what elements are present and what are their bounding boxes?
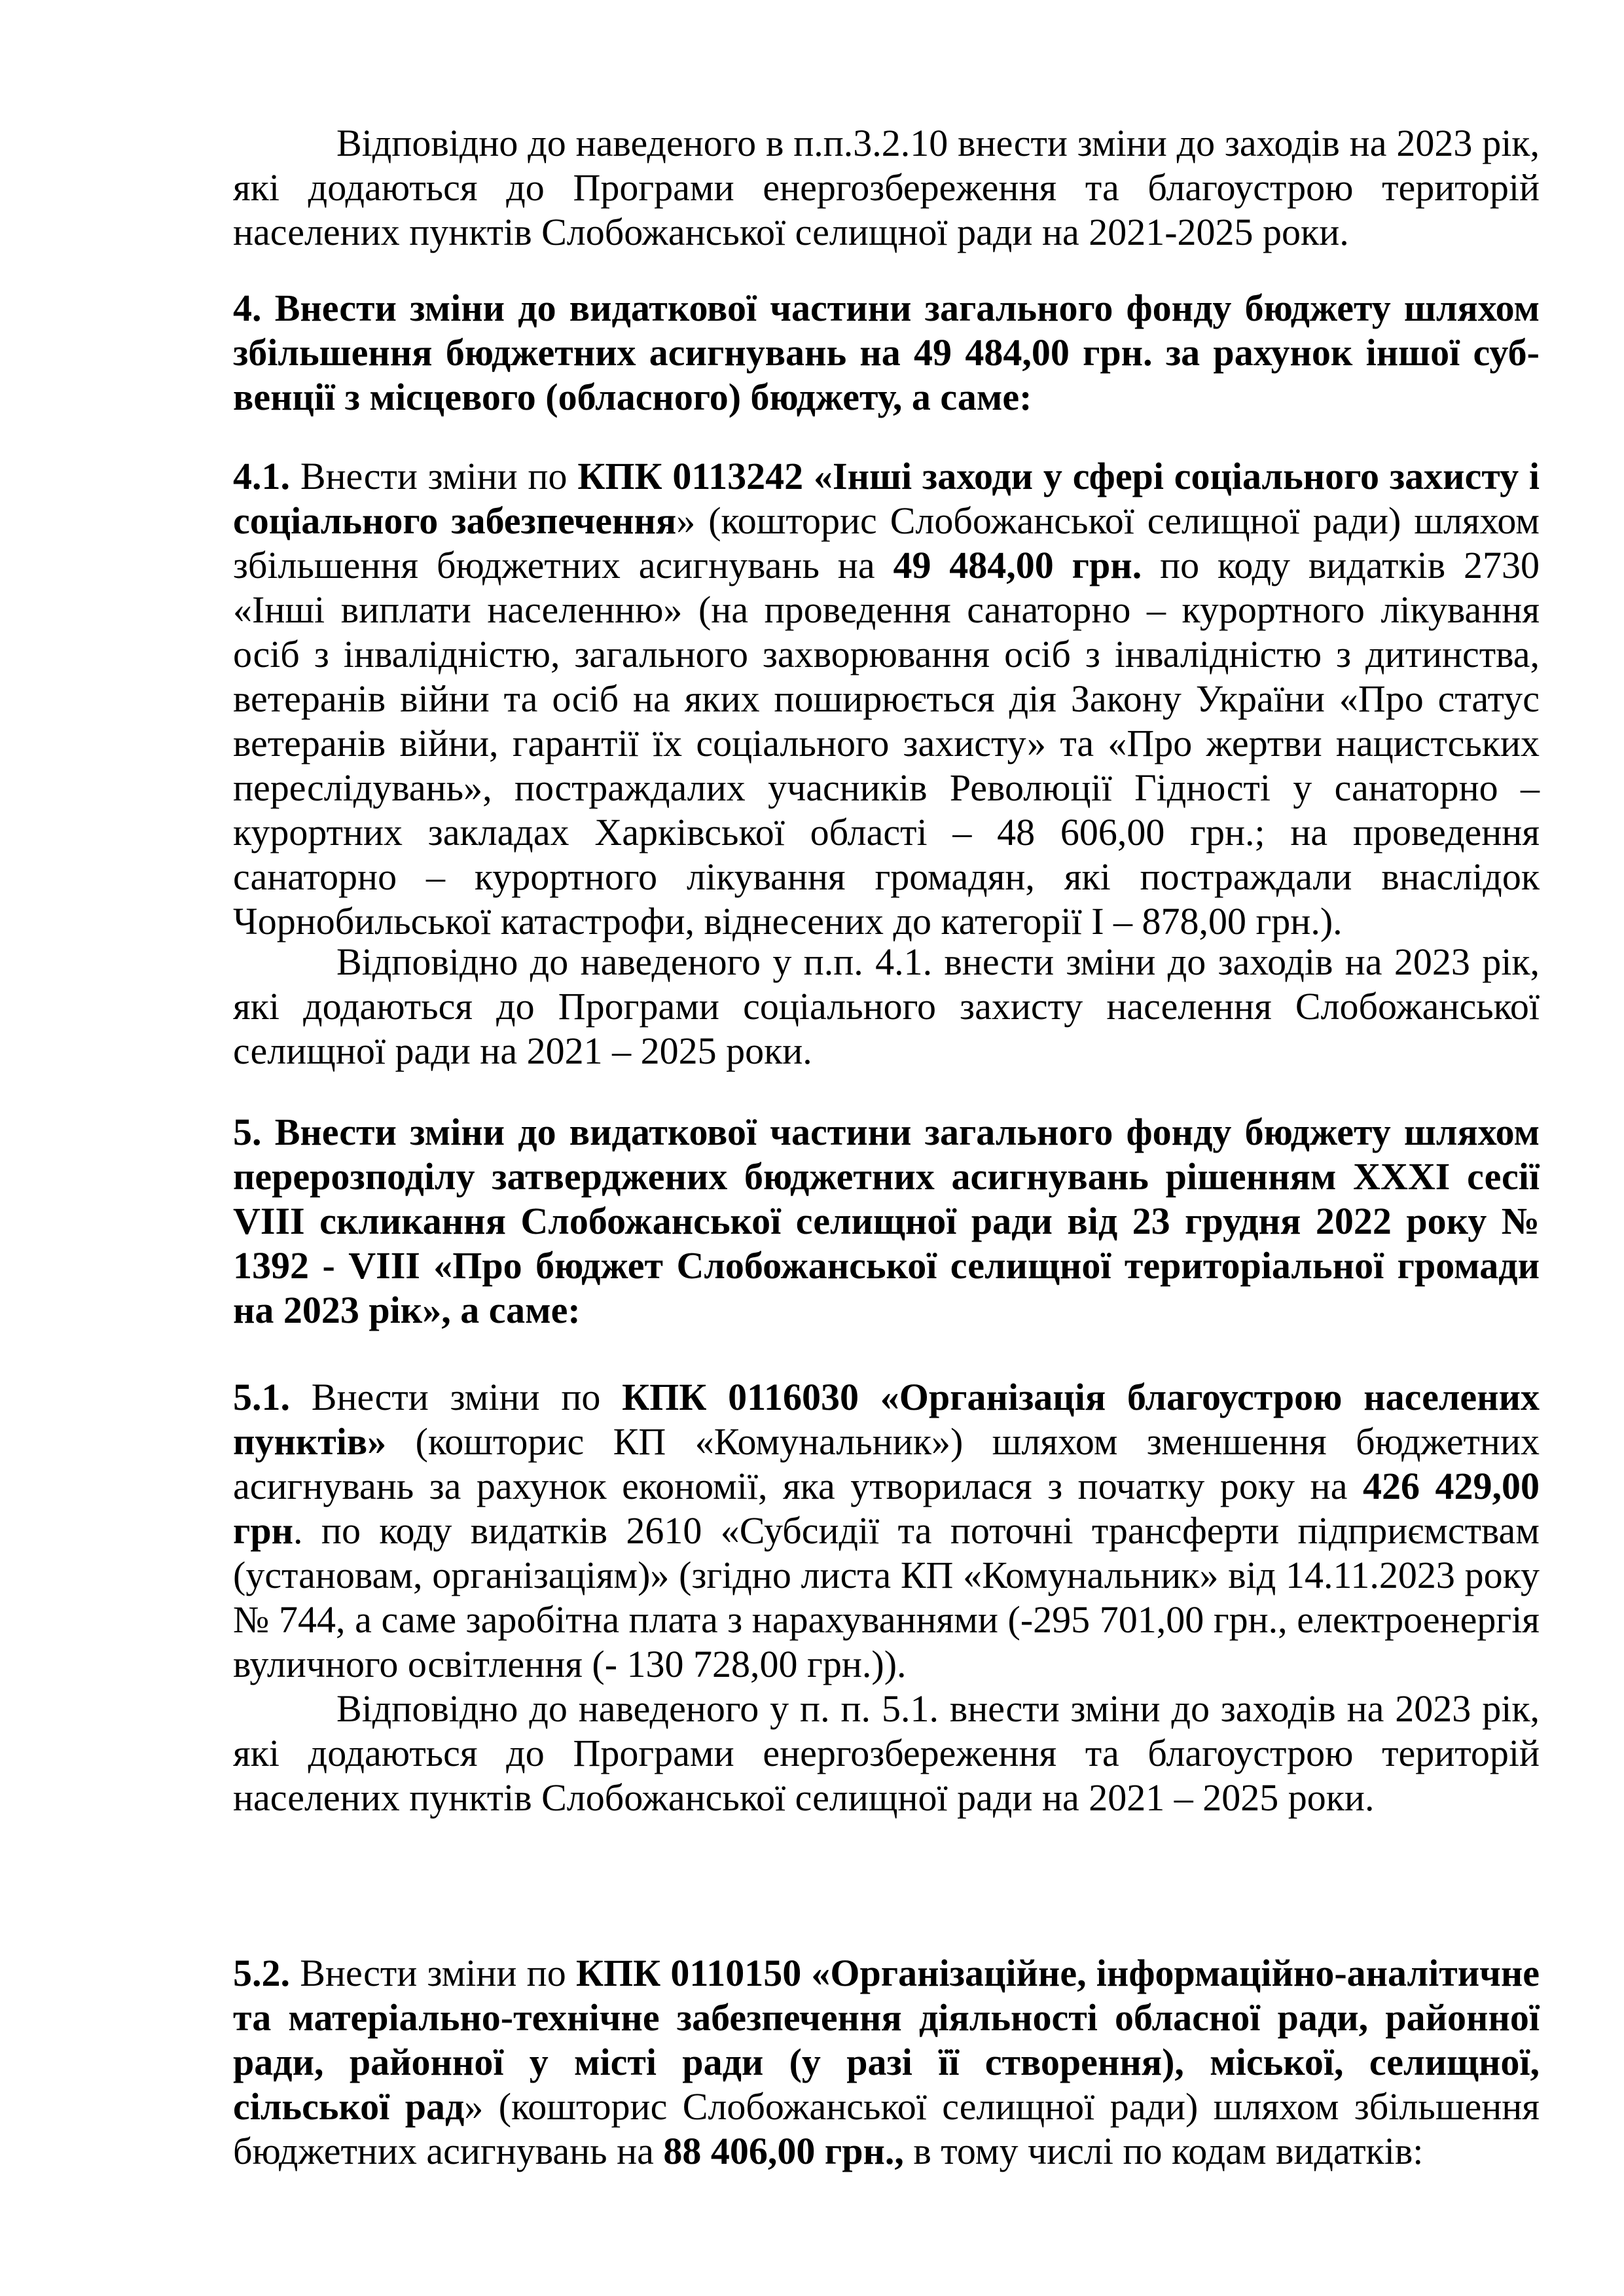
text-run: » (кошторис Слобожанської селищної ради) шляхом збільшення бюджетних асигнувань на (233, 2085, 1540, 2172)
text-run: Відповідно до наведеного у п.п. 4.1. внести зміни до заходів на 2023 рік, які додаються до Програми соціального захисту населення Слобожанської селищної ради на 2021 – 2025 роки. (233, 941, 1540, 1072)
bold-text-run: 5.2. (233, 1952, 290, 1994)
section-5-1 (233, 1375, 1540, 1687)
text-run: Внести зміни по (290, 1952, 576, 1994)
bold-text-run: 4. Внести зміни до видаткової частини загального фонду бюджету шляхом збільшення бюджетних асигнувань на 49 484,00 грн. за рахунок іншої субвенції з місцевого (обласного) бюджету, а саме: (233, 287, 1540, 418)
text-run: » (кошторис Слобожанської селищної ради) шляхом збільшення бюджетних асигнувань на (233, 499, 1540, 586)
section-4-1 (233, 454, 1540, 944)
bold-text-run: КПК 0113242 «Інші заходи у сфері соціального захисту і соціального забезпечення (233, 455, 1540, 542)
bold-text-run: 426 429,00 грн (233, 1465, 1540, 1552)
bold-text-run: КПК 0116030 «Організація благоустрою населених пунктів» (233, 1376, 1540, 1463)
section-5-2 (233, 1951, 1540, 2174)
bold-text-run: 49 484,00 грн. (893, 544, 1142, 586)
text-run: Відповідно до наведеного у п. п. 5.1. внести зміни до заходів на 2023 рік, які додаються до Програми енергозбереження та благоустрою територій населених пунктів Слобожанської селищної ради на 2021 – 2025 роки. (233, 1687, 1540, 1819)
text-run: в тому числі по кодам видатків: (903, 2130, 1424, 2172)
p-program-energy-51 (233, 1687, 1540, 1820)
bold-text-run: 5. Внести зміни до видаткової частини загального фонду бюджету шляхом перерозподілу затверджених бюджетних асигнувань рішенням XXXI сесії VIII скликання Слобожанської селищної ради від 23 грудня 2022 року № 1392 - VIII «Про бюджет Слобожанської селищної територіальної громади на 2023 рік», а саме: (233, 1111, 1540, 1331)
text-run: Відповідно до наведеного в п.п.3.2.10 внести зміни до заходів на 2023 рік, які додаються до Програми енергозбереження та благоустрою територій населених пунктів Слобожанської селищної ради на 2021-2025 роки. (233, 122, 1540, 253)
section-4-heading (233, 286, 1540, 420)
bold-text-run: 5.1. (233, 1376, 290, 1418)
text-run: по коду видатків 2730 «Інші виплати населенню» (на проведення санаторно – курортного лікування осіб з інвалідністю, загального захворювання осіб з інвалідністю з дитинства, ветеранів війни та осіб на яких поширюється дія Закону України «Про статус ветеранів війни, гарантії їх соціального захисту» та «Про жертви нацистських переслідувань», постраждалих учасників Революції Гідності у санаторно – курортних закладах Харківської області – 48 606,00 грн.; на проведення санаторно – курортного лікування громадян, які постраждали внаслідок Чорнобильської катастрофи, віднесених до категорії І – 878,00 грн.). (233, 544, 1540, 942)
p-program-social-41 (233, 940, 1540, 1073)
text-run: Внести зміни по (290, 455, 578, 497)
bold-text-run: КПК 0110150 «Організаційне, інформаційно-аналітичне та матеріально-технічне забезпечення діяльності обласної ради, районної ради, районної у місті ради (у разі її створення), міської, селищної, сільської рад (233, 1952, 1540, 2128)
text-run: (кошторис КП «Комунальник») шляхом зменшення бюджетних асигнувань за рахунок економії, яка утворилася з початку року на (233, 1420, 1540, 1507)
text-run: . по коду видатків 2610 «Субсидії та поточні трансферти підприємствам (установам, організаціям)» (згідно листа КП «Комунальник» від 14.11.2023 року № 744, а саме заробітна плата з нарахуваннями (-295 701,00 грн., електроенергія вуличного освітлення (- 130 728,00 грн.)). (233, 1509, 1540, 1685)
text-run: Внести зміни по (290, 1376, 623, 1418)
p-program-energy-3210 (233, 121, 1540, 255)
section-5-heading (233, 1110, 1540, 1333)
bold-text-run: 4.1. (233, 455, 290, 497)
bold-text-run: 88 406,00 грн., (663, 2130, 904, 2172)
